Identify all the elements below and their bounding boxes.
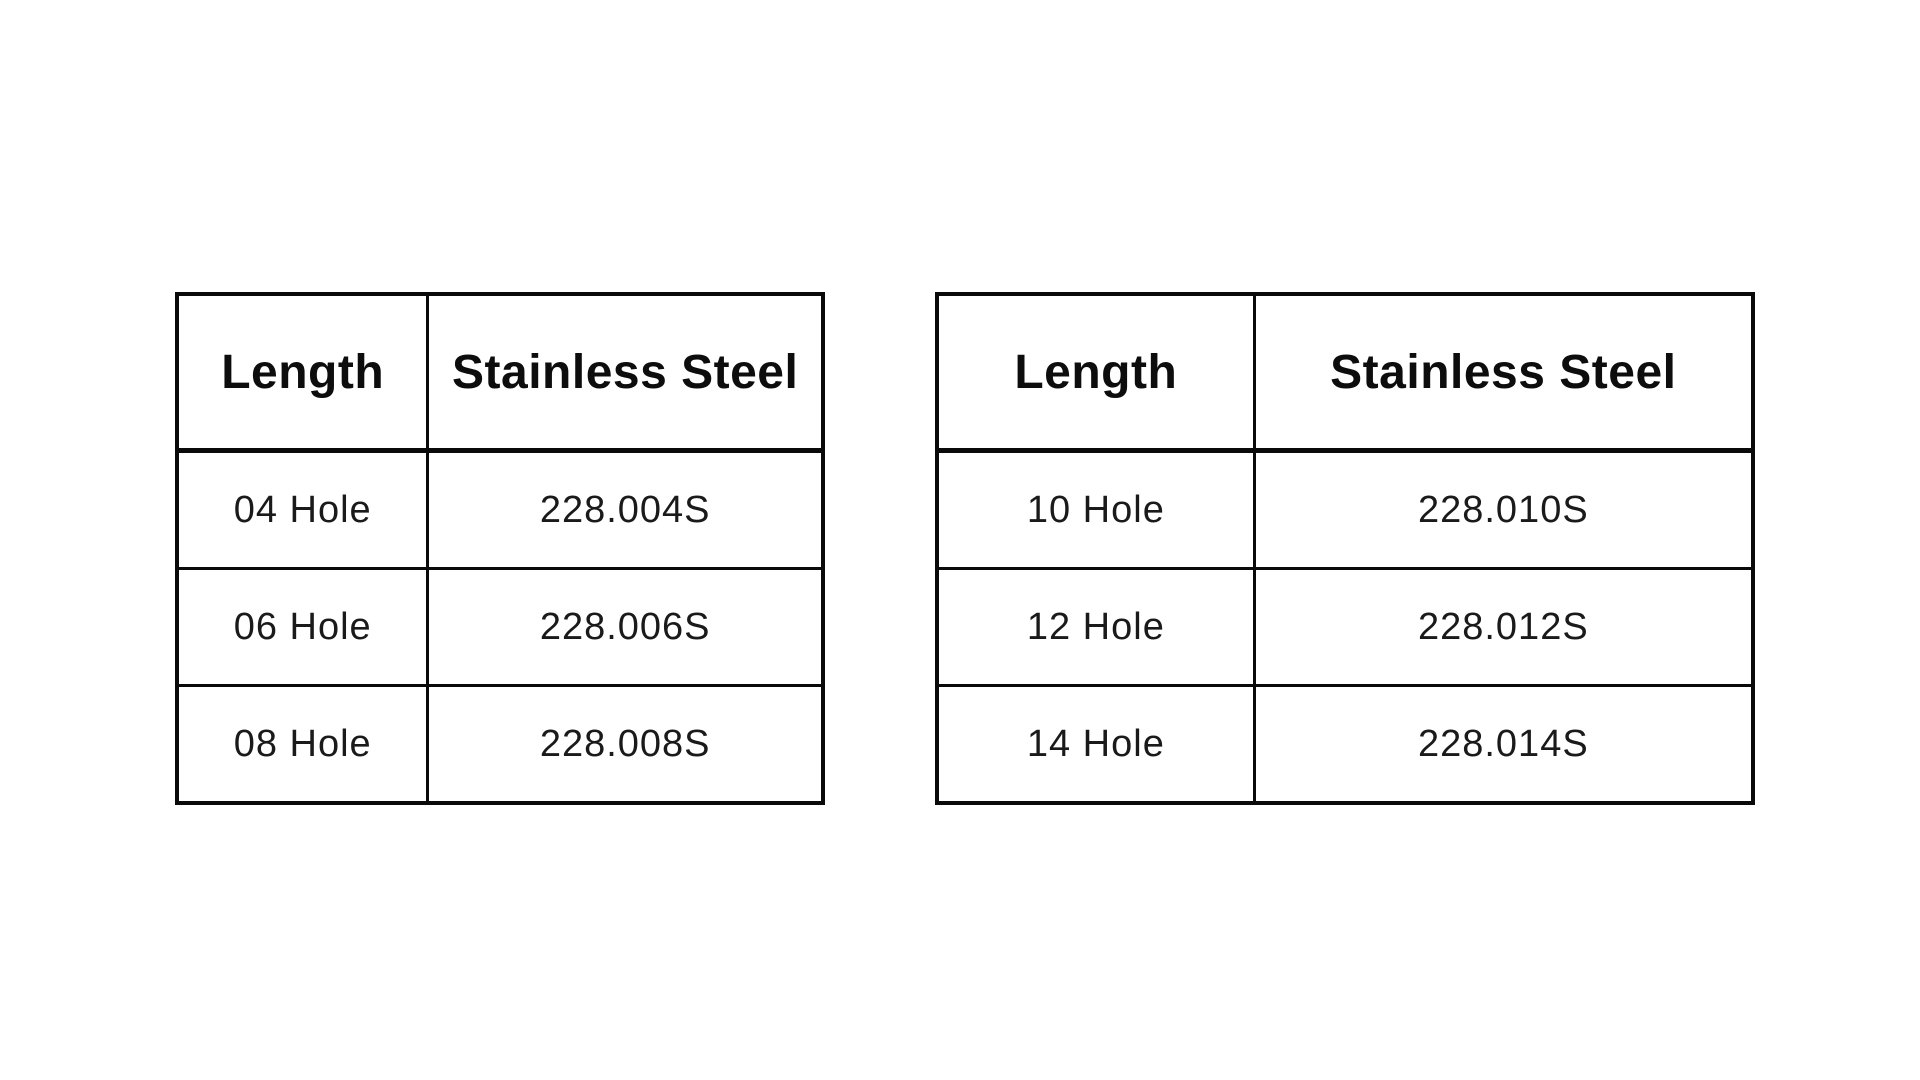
table-row <box>179 684 821 801</box>
length-cell: 08 Hole <box>179 687 429 801</box>
length-cell: 06 Hole <box>179 570 429 684</box>
product-code-cell: 228.006S <box>539 605 711 648</box>
table-header-row <box>939 296 1751 450</box>
table-row <box>939 567 1751 684</box>
product-code-cell: 228.014S <box>1417 722 1589 765</box>
length-cell: 14 Hole <box>939 687 1256 801</box>
length-cell: 04 Hole <box>179 453 429 567</box>
product-code-cell: 228.004S <box>539 488 711 531</box>
table-row <box>939 684 1751 801</box>
column-header-length: Length <box>179 296 429 448</box>
length-cell: 12 Hole <box>939 570 1256 684</box>
product-code-cell: 228.010S <box>1417 488 1589 531</box>
length-cell: 10 Hole <box>939 453 1256 567</box>
column-header-stainless-steel: Stainless Steel <box>1330 345 1677 399</box>
table-header-row <box>179 296 821 450</box>
table-row <box>939 450 1751 567</box>
table-row <box>179 567 821 684</box>
column-header-stainless-steel: Stainless Steel <box>452 345 799 399</box>
table-row <box>179 450 821 567</box>
stainless-steel-table-left <box>175 292 825 805</box>
column-header-length: Length <box>939 296 1256 448</box>
product-code-cell: 228.008S <box>539 722 711 765</box>
product-code-cell: 228.012S <box>1417 605 1589 648</box>
stainless-steel-table-right <box>935 292 1755 805</box>
